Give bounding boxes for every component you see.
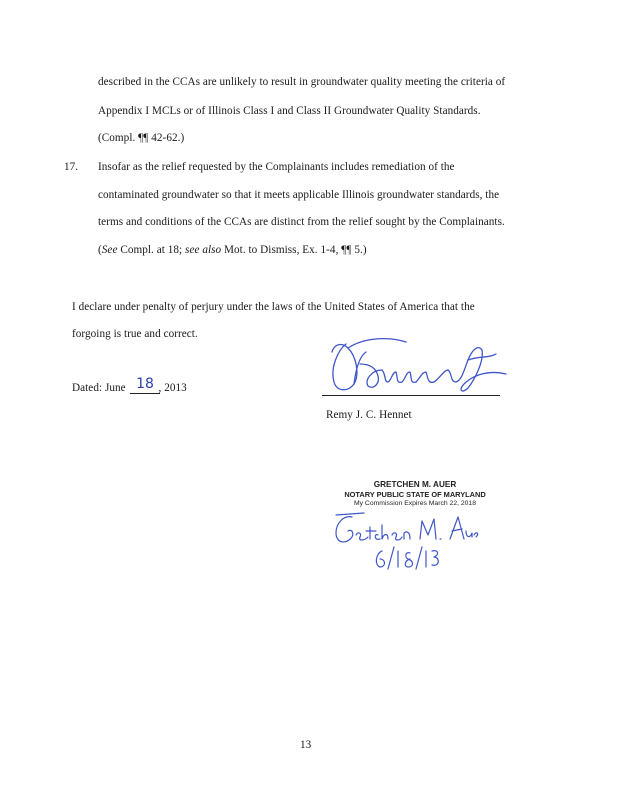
citation-rest: Mot. to Dismiss, Ex. 1-4, ¶¶ 5.) xyxy=(221,244,367,256)
para16-line-1: described in the CCAs are unlikely to result in groundwater quality meeting the criteria of xyxy=(98,76,506,88)
dated-day-handwritten: 18 xyxy=(136,376,154,392)
citation-compl: Compl. at 18; xyxy=(117,244,186,256)
declaration-line-1: I declare under penalty of perjury under the laws of the United States of America that the xyxy=(72,301,475,313)
para16-line-2: Appendix I MCLs or of Illinois Class I and Class II Groundwater Quality Standards. xyxy=(98,105,481,117)
para17-line-3: terms and conditions of the CCAs are distinct from the relief sought by the Complainants. xyxy=(98,216,505,228)
dated-suffix: , 2013 xyxy=(158,382,187,394)
citation-see: See xyxy=(101,244,118,256)
notary-name: GRETCHEN M. AUER xyxy=(373,480,457,489)
dated-underline xyxy=(130,393,160,394)
notary-commission: My Commission Expires March 22, 2018 xyxy=(353,500,476,507)
dated-prefix: Dated: June xyxy=(72,382,129,394)
citation-see-also: see also xyxy=(185,244,222,256)
signature-line xyxy=(322,395,500,396)
para17-number: 17. xyxy=(64,161,78,173)
signatory-name: Remy J. C. Hennet xyxy=(326,409,412,421)
notary-signature xyxy=(330,505,480,575)
notary-title: NOTARY PUBLIC STATE OF MARYLAND xyxy=(344,490,486,499)
declaration-line-2: forgoing is true and correct. xyxy=(72,328,198,340)
signature-image xyxy=(318,330,518,400)
para17-line-1: Insofar as the relief requested by the Complainants includes remediation of the xyxy=(98,161,455,173)
para17-citation: (See Compl. at 18; see also Mot. to Dismiss, Ex. 1-4, ¶¶ 5.) xyxy=(98,244,367,256)
para16-line-3: (Compl. ¶¶ 42-62.) xyxy=(98,132,185,144)
para17-line-2: contaminated groundwater so that it meets applicable Illinois groundwater standards, the xyxy=(98,189,500,201)
page-number: 13 xyxy=(300,739,312,751)
